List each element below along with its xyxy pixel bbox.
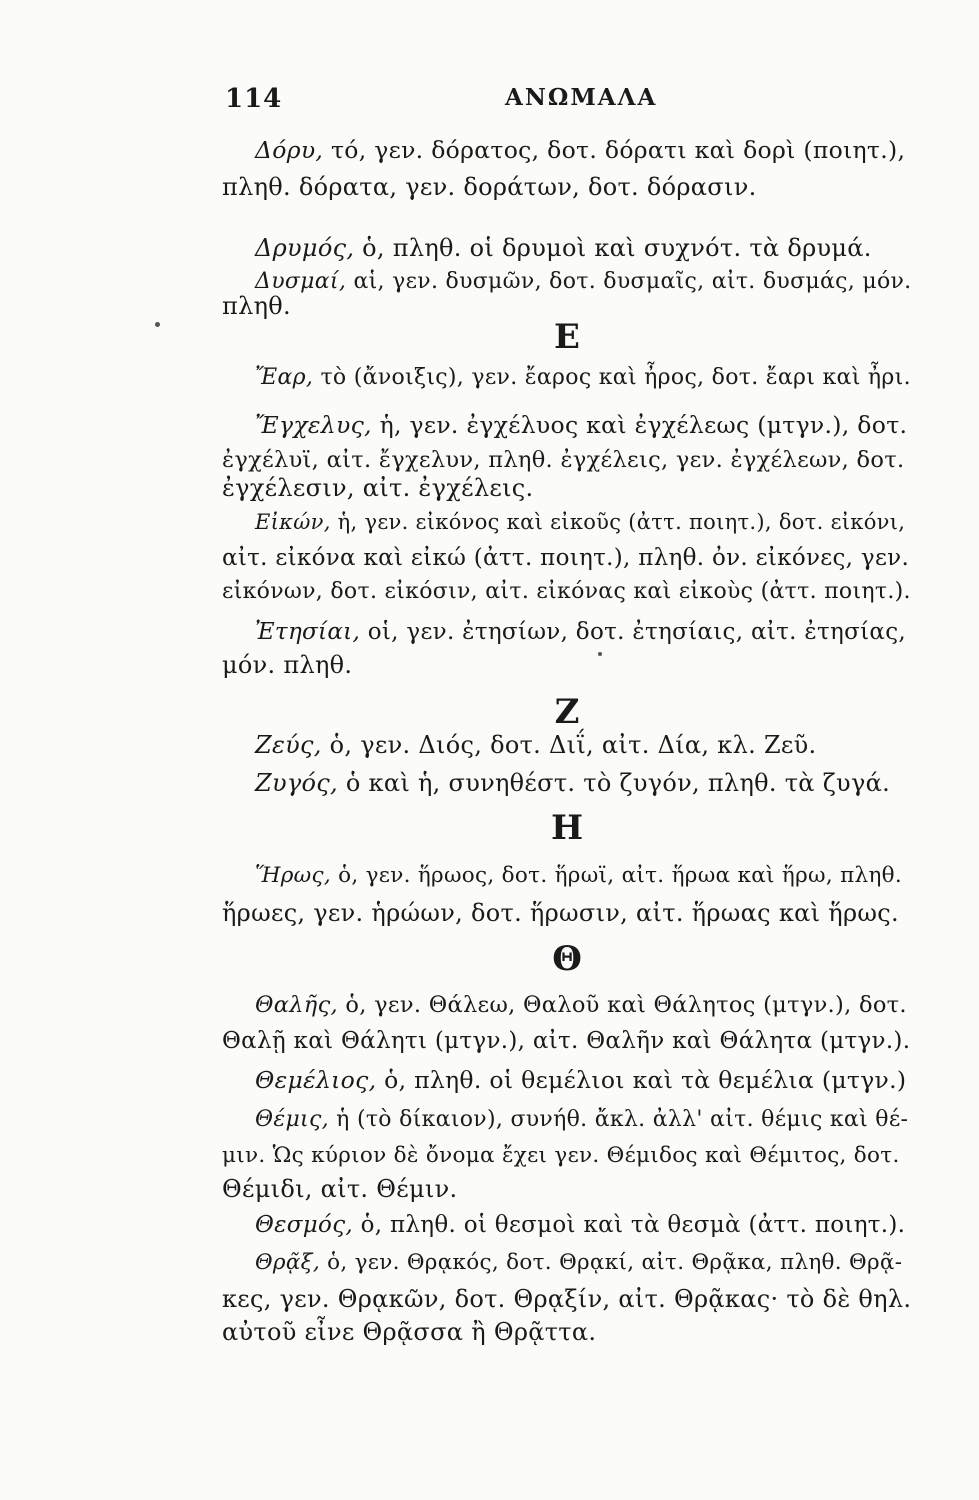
entry-text: τὸ (ἄνοιξις), γεν. ἔαρος καὶ ἦρος, δοτ. ἔαρι καὶ ἦρι. bbox=[313, 365, 911, 390]
headword: Ζυγός, bbox=[255, 769, 338, 797]
ink-speck bbox=[155, 322, 160, 327]
entry-line bbox=[255, 856, 912, 896]
headword: Δυσμαί, bbox=[255, 269, 347, 294]
headword: Ἐτησίαι, bbox=[255, 619, 361, 645]
page-number: 114 bbox=[225, 84, 283, 114]
entry-line bbox=[255, 358, 912, 398]
entry-text: ὁ, γεν. Διός, δοτ. Διΐ, αἰτ. Δία, κλ. Ζεῦ. bbox=[321, 731, 817, 759]
entry-text: ἡ (τὸ δίκαιον), συνήθ. ἄκλ. ἀλλ' αἰτ. θέμις καὶ θέ- bbox=[328, 1107, 909, 1132]
entry-text: ὁ, γεν. Θάλεω, Θαλοῦ καὶ Θάλητος (μτγν.), δοτ. bbox=[337, 992, 907, 1018]
entry-text: πληθ. δόρατα, γεν. δοράτων, δοτ. δόρασιν. bbox=[222, 173, 757, 201]
headword: Θέμις, bbox=[255, 1107, 329, 1132]
continuation-line bbox=[222, 1312, 912, 1352]
section-letter: Ε bbox=[554, 317, 580, 357]
entry-text: ὁ, πληθ. οἱ δρυμοὶ καὶ συχνότ. τὰ δρυμά. bbox=[354, 234, 872, 262]
headword: Ἔγχελυς, bbox=[255, 411, 372, 439]
entry-text: Θαλῇ καὶ Θάλητι (μτγν.), αἰτ. Θαλῆν καὶ Θάλητα (μτγν.). bbox=[222, 1028, 911, 1054]
headword: Θεμέλιος, bbox=[255, 1066, 377, 1094]
entry-text: ἐγχέλυϊ, αἰτ. ἔγχελυν, πληθ. ἐγχέλεις, γεν. ἐγχέλεων, δοτ. bbox=[222, 447, 905, 473]
continuation-line bbox=[222, 645, 912, 685]
headword: Δρυμός, bbox=[255, 234, 355, 262]
entry-line bbox=[255, 1100, 912, 1140]
entry-line bbox=[255, 502, 912, 542]
entry-line bbox=[255, 725, 912, 765]
entry-text: Θέμιδι, αἰτ. Θέμιν. bbox=[222, 1175, 458, 1203]
entry-text: ἡ, γεν. εἰκόνος καὶ εἰκοῦς (ἀττ. ποιητ.), δοτ. εἰκόνι, bbox=[330, 510, 906, 534]
headword: Ἔαρ, bbox=[255, 365, 314, 390]
section-letter: Η bbox=[550, 808, 584, 848]
entry-text: ὁ, γεν. Θρᾳκός, δοτ. Θρᾳκί, αἰτ. Θρᾷκα, πληθ. Θρᾷ- bbox=[319, 1250, 903, 1275]
headword: Θαλῆς, bbox=[255, 992, 338, 1018]
entry-line bbox=[255, 130, 912, 170]
headword: Ἥρως, bbox=[255, 863, 331, 888]
entry-text: αἱ, γεν. δυσμῶν, δοτ. δυσμαῖς, αἰτ. δυσμάς, μόν. bbox=[346, 269, 912, 294]
continuation-line bbox=[222, 572, 912, 612]
headword: Θρᾷξ, bbox=[255, 1250, 320, 1275]
section-letter: Ζ bbox=[554, 692, 580, 732]
entry-text: κες, γεν. Θρᾳκῶν, δοτ. Θρᾳξίν, αἰτ. Θρᾷκας· τὸ δὲ θηλ. bbox=[222, 1285, 912, 1313]
continuation-line bbox=[222, 893, 912, 933]
headword: Θεσμός, bbox=[255, 1212, 353, 1238]
entry-text: εἰκόνων, δοτ. εἰκόσιν, αἰτ. εἰκόνας καὶ εἰκοὺς (ἀττ. ποιητ.). bbox=[222, 579, 911, 604]
entry-text: τό, γεν. δόρατος, δοτ. δόρατι καὶ δορὶ (ποιητ.), bbox=[323, 136, 906, 164]
entry-text: ἐγχέλεσιν, αἰτ. ἐγχέλεις. bbox=[222, 474, 534, 502]
headword: Εἰκών, bbox=[255, 510, 331, 534]
entry-text: ὁ, πληθ. οἱ θεσμοὶ καὶ τὰ θεσμὰ (ἀττ. ποιητ.). bbox=[353, 1212, 906, 1238]
entry-text: ὁ καὶ ἡ, συνηθέστ. τὸ ζυγόν, πληθ. τὰ ζυγά. bbox=[337, 769, 891, 797]
entry-text: αἰτ. εἰκόνα καὶ εἰκώ (ἀττ. ποιητ.), πληθ. ὀν. εἰκόνες, γεν. bbox=[222, 545, 910, 571]
entry-line bbox=[255, 763, 912, 803]
entry-text: αὐτοῦ εἶνε Θρᾷσσα ἢ Θρᾷττα. bbox=[222, 1318, 597, 1346]
section-letter: Θ bbox=[552, 939, 582, 979]
continuation-line bbox=[222, 1169, 912, 1209]
entry-text: ὁ, πληθ. οἱ θεμέλιοι καὶ τὰ θεμέλια (μτγν.) bbox=[376, 1066, 907, 1094]
continuation-line bbox=[222, 167, 912, 207]
entry-line bbox=[255, 1243, 912, 1283]
continuation-line bbox=[222, 1021, 912, 1061]
running-head: ΑΝΩΜΑΛΑ bbox=[505, 84, 658, 111]
entry-text: ὁ, γεν. ἥρωος, δοτ. ἥρωϊ, αἰτ. ἥρωα καὶ ἥρω, πληθ. bbox=[330, 863, 903, 888]
headword: Δόρυ, bbox=[255, 136, 324, 164]
entry-line bbox=[255, 1205, 912, 1245]
entry-text: μιν. Ὡς κύριον δὲ ὄνομα ἔχει γεν. Θέμιδος καὶ Θέμιτος, δοτ. bbox=[222, 1143, 900, 1168]
entry-text: μόν. πληθ. bbox=[222, 651, 353, 679]
entry-text: πληθ. bbox=[222, 292, 291, 320]
entry-line bbox=[255, 985, 912, 1025]
entry-line bbox=[255, 405, 912, 445]
entry-text: ἥρωες, γεν. ἡρώων, δοτ. ἥρωσιν, αἰτ. ἥρωας καὶ ἥρως. bbox=[222, 899, 899, 927]
headword: Ζεύς, bbox=[255, 731, 322, 759]
entry-text: οἱ, γεν. ἐτησίων, δοτ. ἐτησίαις, αἰτ. ἐτησίας, bbox=[360, 619, 907, 645]
entry-text: ἡ, γεν. ἐγχέλυος καὶ ἐγχέλεως (μτγν.), δοτ. bbox=[371, 411, 908, 439]
page-header bbox=[225, 84, 915, 124]
entry-line bbox=[255, 1060, 912, 1100]
